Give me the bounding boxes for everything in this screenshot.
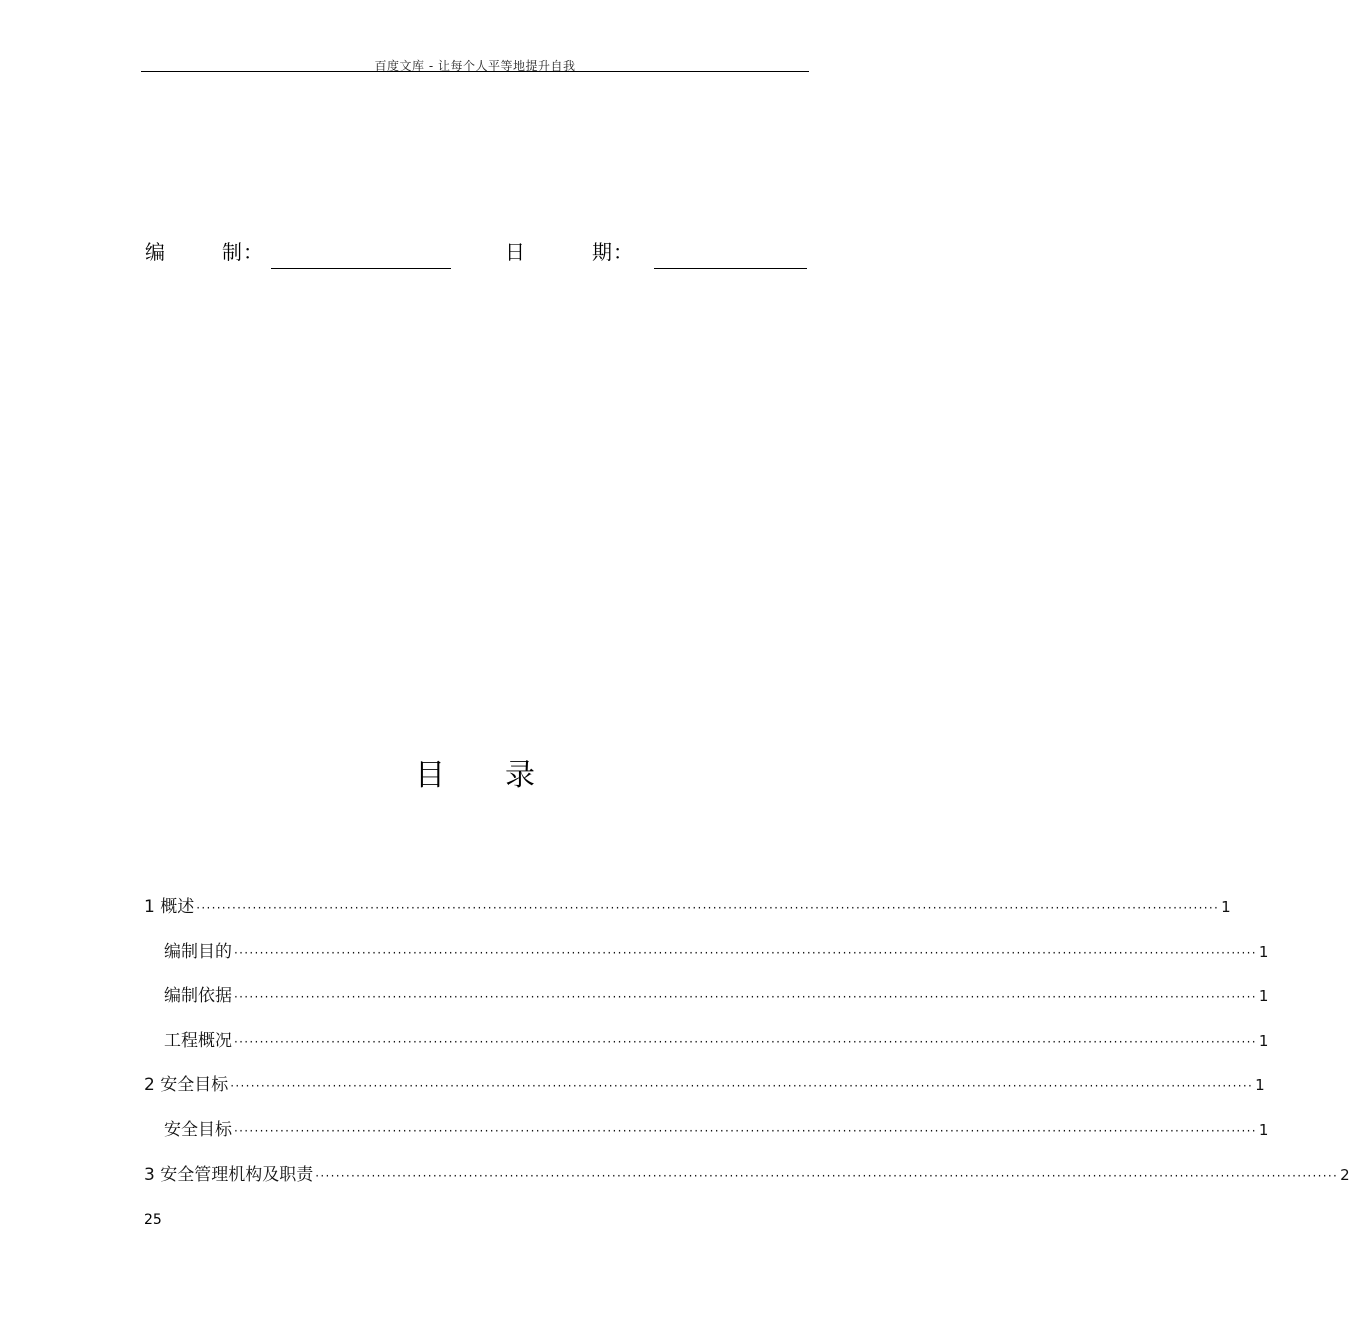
toc-entry-page: 1 [1258,1121,1269,1139]
toc-entry-page: 1 [1221,898,1231,916]
toc-entry[interactable] [144,1070,1265,1095]
toc-leader-dots: ········································································································································································································ [234,990,1257,1004]
toc-leader-dots: ········································································································································································································ [230,1079,1254,1093]
toc-entry[interactable] [164,1026,1269,1051]
toc-leader-dots: ········································································································································································································ [196,901,1220,915]
toc-entry-page: 1 [1258,943,1269,961]
toc-entry-page: 2 [1340,1166,1350,1184]
toc-entry-text: 1 概述 [144,897,195,917]
toc-leader-dots: ········································································································································································································ [234,946,1257,960]
toc-entry[interactable] [164,937,1269,962]
toc-leader-dots: ········································································································································································································ [234,1124,1257,1138]
toc-entry[interactable] [144,1160,1350,1185]
toc-entry-text: 3 安全管理机构及职责 [144,1165,314,1185]
toc-leader-dots: ········································································································································································································ [315,1169,1339,1183]
toc-leader-dots: ········································································································································································································ [234,1035,1257,1049]
page-header: 百度文库 - 让每个人平等地提升自我 [374,59,576,73]
toc-entry-text: 编制目的 [164,942,232,962]
page-number: 25 [144,1212,162,1228]
toc-entry-text: 安全目标 [164,1120,232,1140]
toc-entry-text: 编制依据 [164,986,232,1006]
toc-entry-text: 工程概况 [164,1031,232,1051]
date-field-line[interactable] [654,268,807,269]
compiler-field-line[interactable] [271,268,451,269]
toc-entry-page: 1 [1255,1076,1265,1094]
date-label-char-1: 日 [505,240,526,264]
toc-entry[interactable] [144,892,1231,917]
toc-entry-page: 1 [1258,1032,1269,1050]
compiler-label-char-2: 制： [222,240,264,264]
toc-entry-page: 1 [1258,987,1269,1005]
toc-entry-text: 2 安全目标 [144,1075,229,1095]
toc-title-char-1: 目 [415,758,445,793]
toc-entry[interactable] [164,981,1269,1006]
compiler-label-char-1: 编 [145,240,166,264]
date-label-char-2: 期： [592,240,634,264]
toc-entry[interactable] [164,1115,1269,1140]
toc-title-char-2: 录 [505,758,535,793]
toc-title [0,750,950,794]
header-rule [141,71,809,72]
